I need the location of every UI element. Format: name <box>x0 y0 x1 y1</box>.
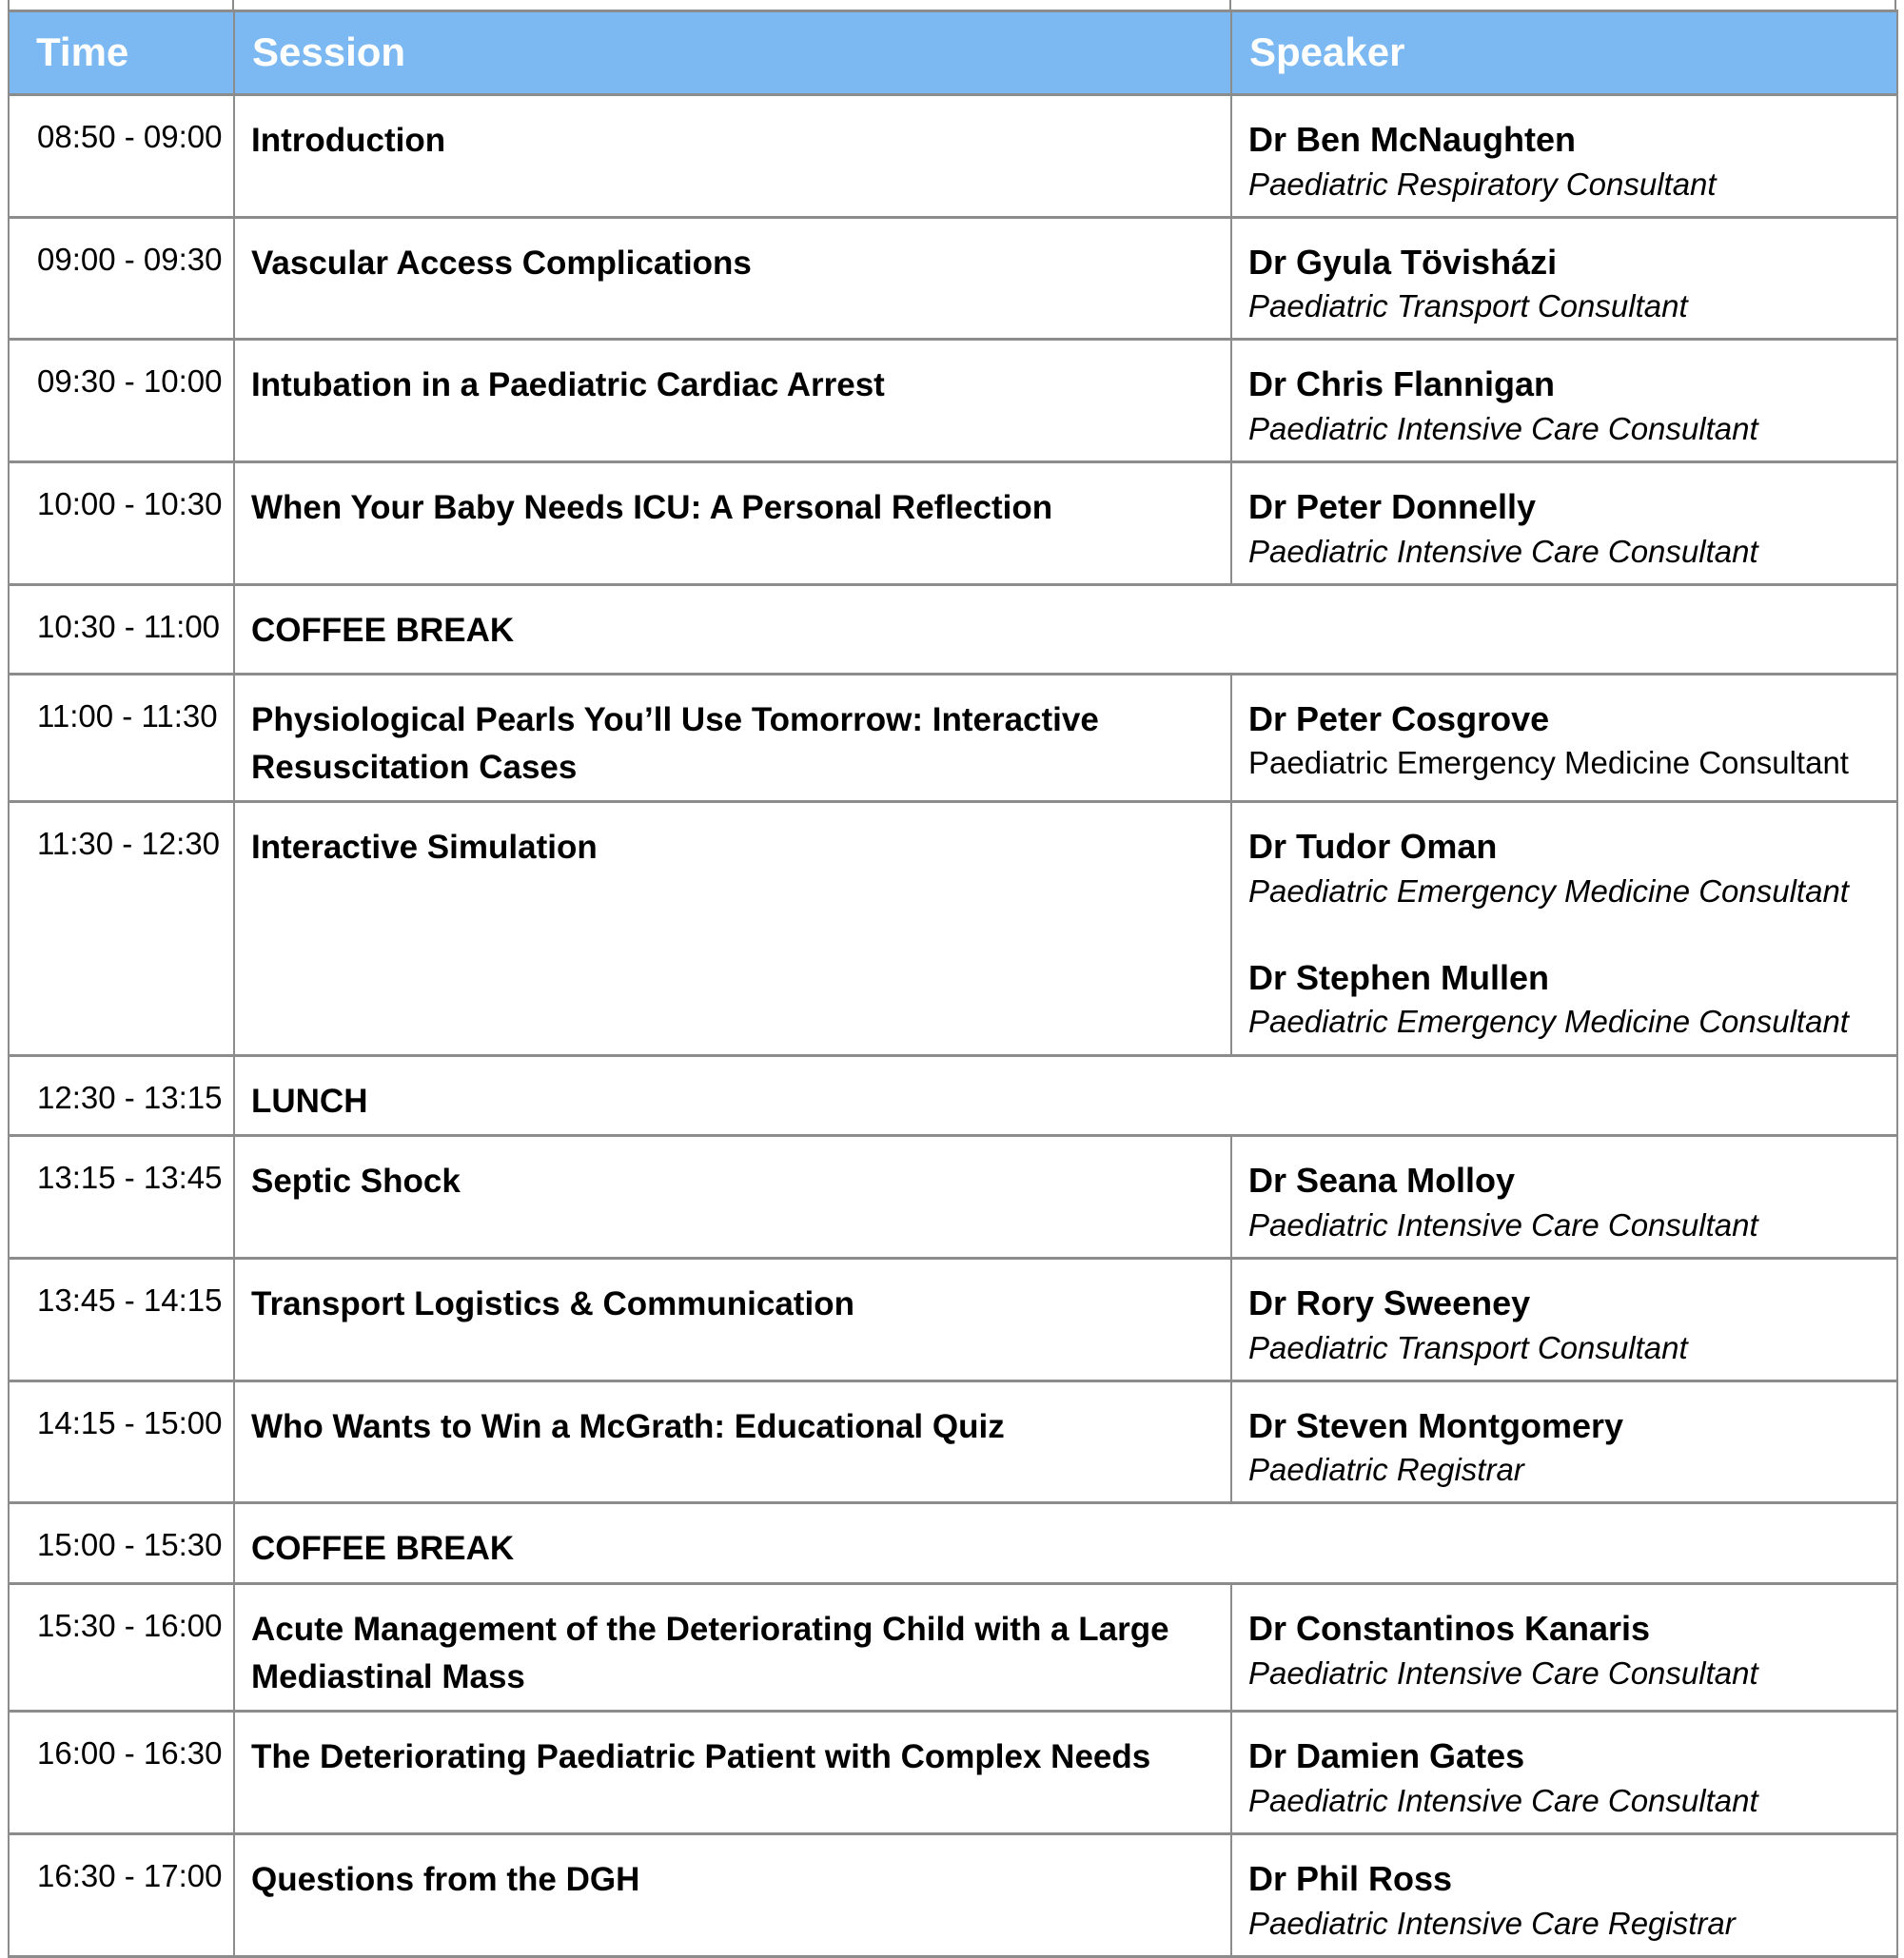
speaker-block <box>1248 362 1893 451</box>
border-stub <box>1229 0 1231 10</box>
speaker-block <box>1248 1281 1893 1370</box>
session-row <box>9 1136 1897 1259</box>
time-cell: 13:15 - 13:45 <box>9 1136 234 1259</box>
time-cell: 09:30 - 10:00 <box>9 340 234 462</box>
border-stub <box>1894 0 1896 10</box>
speaker-title: Paediatric Intensive Care Registrar <box>1248 1905 1736 1941</box>
time-cell: 10:30 - 11:00 <box>9 584 234 674</box>
speaker-cell <box>1231 1584 1897 1712</box>
speaker-name: Dr Constantinos Kanaris <box>1248 1609 1651 1649</box>
session-cell: Intubation in a Paediatric Cardiac Arrest <box>234 340 1231 462</box>
speaker-block <box>1248 240 1893 329</box>
border-stub <box>232 0 234 10</box>
session-row <box>9 217 1897 340</box>
break-row <box>9 1503 1897 1584</box>
session-row <box>9 1834 1897 1957</box>
speaker-cell <box>1231 1712 1897 1834</box>
session-row <box>9 1584 1897 1712</box>
speaker-block <box>1248 117 1893 206</box>
time-cell: 14:15 - 15:00 <box>9 1380 234 1503</box>
speaker-cell <box>1231 340 1897 462</box>
session-row <box>9 1380 1897 1503</box>
speaker-block <box>1248 1733 1893 1823</box>
session-row <box>9 95 1897 218</box>
speaker-cell <box>1231 1136 1897 1259</box>
time-cell: 16:00 - 16:30 <box>9 1712 234 1834</box>
speaker-cell <box>1231 674 1897 801</box>
session-cell: Vascular Access Complications <box>234 217 1231 340</box>
column-header-speaker: Speaker <box>1231 11 1897 95</box>
speaker-title: Paediatric Emergency Medicine Consultant <box>1248 1004 1849 1040</box>
speaker-block <box>1248 1856 1893 1946</box>
speaker-name: Dr Damien Gates <box>1248 1736 1525 1776</box>
speaker-name: Dr Rory Sweeney <box>1248 1282 1531 1322</box>
speaker-name: Dr Tudor Oman <box>1248 827 1498 867</box>
speaker-title: Paediatric Transport Consultant <box>1248 1329 1688 1365</box>
speaker-title: Paediatric Respiratory Consultant <box>1248 166 1717 202</box>
session-cell: Transport Logistics & Communication <box>234 1258 1231 1380</box>
time-cell: 15:00 - 15:30 <box>9 1503 234 1584</box>
speaker-title: Paediatric Emergency Medicine Consultant <box>1248 872 1849 909</box>
speaker-cell <box>1231 95 1897 218</box>
speaker-name: Dr Steven Montgomery <box>1248 1405 1624 1445</box>
session-row <box>9 340 1897 462</box>
break-row <box>9 584 1897 674</box>
speaker-name: Dr Chris Flannigan <box>1248 364 1556 404</box>
speaker-title: Paediatric Emergency Medicine Consultant <box>1248 745 1849 781</box>
speaker-name: Dr Seana Molloy <box>1248 1161 1516 1201</box>
speaker-title: Paediatric Registrar <box>1248 1452 1524 1488</box>
session-cell: Questions from the DGH <box>234 1834 1231 1957</box>
time-cell: 12:30 - 13:15 <box>9 1055 234 1136</box>
speaker-cell <box>1231 1380 1897 1503</box>
column-header-session: Session <box>234 11 1231 95</box>
speaker-cell <box>1231 217 1897 340</box>
session-row <box>9 1258 1897 1380</box>
time-cell: 13:45 - 14:15 <box>9 1258 234 1380</box>
speaker-cell <box>1231 1258 1897 1380</box>
time-cell: 11:00 - 11:30 <box>9 674 234 801</box>
header-row <box>9 11 1897 95</box>
speaker-name: Dr Ben McNaughten <box>1248 120 1577 159</box>
speaker-name: Dr Gyula Tövisházi <box>1248 242 1558 282</box>
speaker-name: Dr Peter Cosgrove <box>1248 698 1550 738</box>
speaker-block <box>1248 955 1893 1045</box>
session-cell: When Your Baby Needs ICU: A Personal Reflection <box>234 462 1231 585</box>
time-cell: 08:50 - 09:00 <box>9 95 234 218</box>
session-cell: Septic Shock <box>234 1136 1231 1259</box>
session-cell: Interactive Simulation <box>234 802 1231 1055</box>
session-cell: Physiological Pearls You’ll Use Tomorrow: Interactive Resuscitation Cases <box>234 674 1231 801</box>
speaker-name: Dr Peter Donnelly <box>1248 487 1537 527</box>
speaker-title: Paediatric Intensive Care Consultant <box>1248 410 1758 446</box>
speaker-cell <box>1231 1834 1897 1957</box>
speaker-title: Paediatric Transport Consultant <box>1248 288 1688 324</box>
speaker-block <box>1248 1403 1893 1493</box>
speaker-block <box>1248 1606 1893 1695</box>
time-cell: 10:00 - 10:30 <box>9 462 234 585</box>
time-cell: 09:00 - 09:30 <box>9 217 234 340</box>
schedule-table <box>8 10 1898 1958</box>
schedule-table-container <box>8 10 1896 1958</box>
session-cell: Introduction <box>234 95 1231 218</box>
break-label-cell: LUNCH <box>234 1055 1897 1136</box>
time-cell: 16:30 - 17:00 <box>9 1834 234 1957</box>
speaker-block <box>1248 484 1893 574</box>
session-row <box>9 1712 1897 1834</box>
border-stub <box>8 0 10 10</box>
session-row <box>9 462 1897 585</box>
speaker-title: Paediatric Intensive Care Consultant <box>1248 1655 1758 1691</box>
speaker-title: Paediatric Intensive Care Consultant <box>1248 1782 1758 1818</box>
break-row <box>9 1055 1897 1136</box>
session-cell: The Deteriorating Paediatric Patient with Complex Needs <box>234 1712 1231 1834</box>
session-cell: Acute Management of the Deteriorating Child with a Large Mediastinal Mass <box>234 1584 1231 1712</box>
time-cell: 15:30 - 16:00 <box>9 1584 234 1712</box>
speaker-block <box>1248 824 1893 913</box>
time-cell: 11:30 - 12:30 <box>9 802 234 1055</box>
speaker-block <box>1248 696 1893 786</box>
session-row <box>9 674 1897 801</box>
speaker-block <box>1248 1158 1893 1247</box>
speaker-cell <box>1231 802 1897 1055</box>
schedule-body <box>9 95 1897 1957</box>
column-header-time: Time <box>9 11 234 95</box>
break-label-cell: COFFEE BREAK <box>234 584 1897 674</box>
speaker-name: Dr Stephen Mullen <box>1248 957 1550 997</box>
speaker-cell <box>1231 462 1897 585</box>
break-label-cell: COFFEE BREAK <box>234 1503 1897 1584</box>
session-row <box>9 802 1897 1055</box>
speaker-title: Paediatric Intensive Care Consultant <box>1248 1206 1758 1243</box>
session-cell: Who Wants to Win a McGrath: Educational Quiz <box>234 1380 1231 1503</box>
speaker-name: Dr Phil Ross <box>1248 1859 1453 1899</box>
speaker-title: Paediatric Intensive Care Consultant <box>1248 533 1758 569</box>
